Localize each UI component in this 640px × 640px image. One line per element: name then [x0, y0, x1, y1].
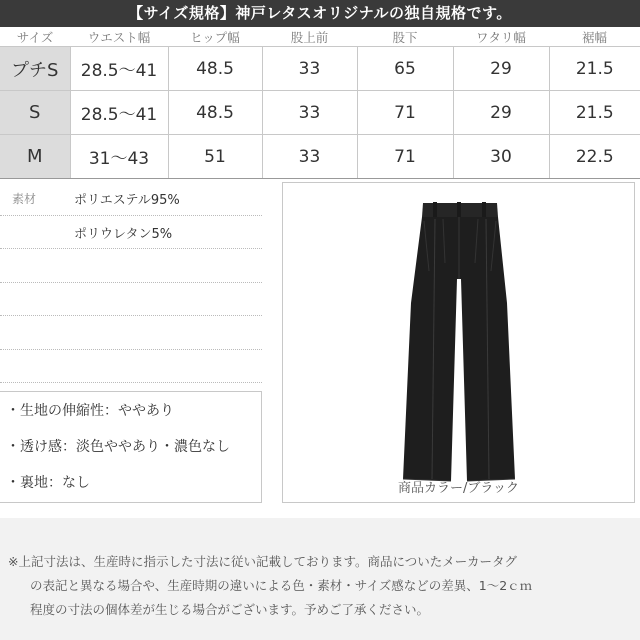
table-cell: 71 [357, 135, 453, 179]
column-header: ワタリ幅 [453, 28, 549, 47]
table-cell: 28.5〜41 [70, 47, 168, 91]
table-cell: 48.5 [168, 47, 262, 91]
table-cell: 33 [262, 47, 357, 91]
table-row [0, 47, 640, 91]
fabric-features-box [0, 391, 262, 503]
column-header: サイズ [0, 28, 70, 47]
table-cell: 28.5〜41 [70, 91, 168, 135]
size-label: M [0, 135, 70, 179]
size-label: S [0, 91, 70, 135]
materials-section [0, 182, 262, 383]
disclaimer-note [0, 518, 640, 640]
materials-row-empty [0, 316, 262, 350]
materials-row-empty [0, 249, 262, 283]
table-cell: 31〜43 [70, 135, 168, 179]
materials-row-empty [0, 350, 262, 384]
disclaimer-line: 程度の寸法の個体差が生じる場合がございます。予めご了承ください。 [30, 602, 430, 617]
materials-label: 素材 [12, 192, 37, 206]
feature-sheerness: ・透け感：淡色ややあり・濃色なし [6, 439, 230, 455]
table-cell: 33 [262, 91, 357, 135]
feature-lining: ・裏地：なし [6, 475, 90, 491]
disclaimer-line: の表記と異なる場合や、生産時期の違いによる色・素材・サイズ感などの差異、1〜2ｃｍ [30, 578, 533, 593]
materials-row [0, 216, 262, 250]
product-color-caption: 商品カラー/ブラック [397, 481, 520, 496]
column-header: ヒップ幅 [168, 28, 262, 47]
table-row [0, 135, 640, 179]
materials-row [0, 182, 262, 216]
table-cell: 29 [453, 47, 549, 91]
table-cell: 29 [453, 91, 549, 135]
column-header: 裾幅 [549, 28, 640, 47]
size-table-header-row [0, 28, 640, 47]
column-header: 股上前 [262, 28, 357, 47]
product-photo [282, 182, 635, 503]
size-spec-header: 【サイズ規格】神戸レタスオリジナルの独自規格です。 [0, 0, 640, 27]
size-table [0, 28, 640, 179]
table-cell: 48.5 [168, 91, 262, 135]
materials-value: ポリウレタン5% [74, 226, 173, 242]
table-row [0, 91, 640, 135]
disclaimer-line: ※上記寸法は、生産時に指示した寸法に従い記載しております。商品についたメーカータグ [8, 554, 517, 569]
table-cell: 33 [262, 135, 357, 179]
size-label: プチS [0, 47, 70, 91]
feature-stretch: ・生地の伸縮性：ややあり [6, 403, 174, 419]
table-cell: 22.5 [549, 135, 640, 179]
materials-value: ポリエステル95% [74, 193, 180, 208]
table-cell: 21.5 [549, 47, 640, 91]
table-cell: 21.5 [549, 91, 640, 135]
table-cell: 71 [357, 91, 453, 135]
table-cell: 51 [168, 135, 262, 179]
table-cell: 65 [357, 47, 453, 91]
column-header: ウエスト幅 [70, 28, 168, 47]
trousers-image [283, 183, 636, 504]
column-header: 股下 [357, 28, 453, 47]
table-cell: 30 [453, 135, 549, 179]
materials-row-empty [0, 283, 262, 317]
